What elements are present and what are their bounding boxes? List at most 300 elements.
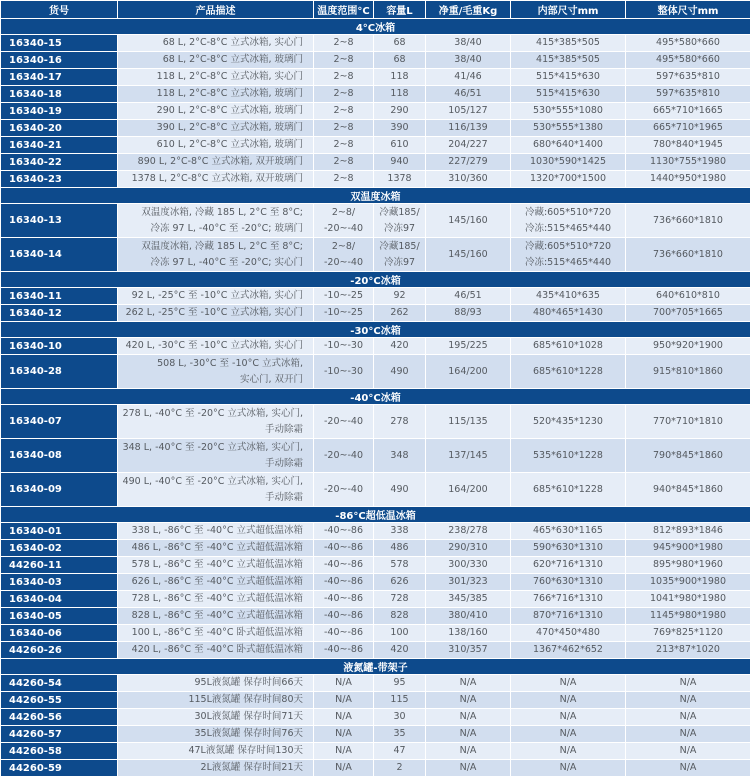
product-description-line: 728 L, -86°C 至 -40°C 立式超低温冰箱 bbox=[131, 593, 303, 604]
net-gross-weight-line: 115/135 bbox=[448, 415, 488, 427]
capacity-line: 冷冻97 bbox=[383, 222, 416, 234]
header-code: 货号 bbox=[1, 1, 118, 19]
product-description-line: 实心门, 双开门 bbox=[239, 373, 303, 385]
capacity-line: 262 bbox=[390, 307, 409, 318]
capacity bbox=[374, 675, 426, 692]
table-row bbox=[1, 238, 750, 272]
item-code: 44260-56 bbox=[1, 709, 118, 726]
capacity-line: 490 bbox=[390, 365, 409, 377]
temperature-range bbox=[314, 540, 374, 557]
temperature-range-line: -40~-86 bbox=[324, 559, 363, 570]
net-gross-weight-line: 46/51 bbox=[454, 88, 482, 99]
item-code: 44260-26 bbox=[1, 642, 118, 659]
temperature-range-line: 2~8 bbox=[333, 105, 354, 116]
net-gross-weight-line: 310/357 bbox=[448, 644, 488, 655]
outer-dimensions bbox=[626, 726, 750, 743]
outer-dimensions bbox=[626, 35, 750, 52]
inner-dimensions-line: 冷冻:515*465*440 bbox=[524, 222, 612, 234]
product-description-line: 双温度冰箱, 冷藏 185 L, 2°C 至 8°C; bbox=[141, 206, 303, 218]
temperature-range-line: 2~8 bbox=[333, 71, 354, 82]
product-description bbox=[118, 473, 314, 507]
capacity bbox=[374, 439, 426, 473]
product-description bbox=[118, 52, 314, 69]
net-gross-weight bbox=[426, 405, 511, 439]
section-title: 双温度冰箱 bbox=[1, 188, 750, 204]
item-code: 16340-09 bbox=[1, 473, 118, 507]
outer-dimensions bbox=[626, 238, 750, 272]
net-gross-weight bbox=[426, 675, 511, 692]
net-gross-weight bbox=[426, 338, 511, 355]
outer-dimensions bbox=[626, 405, 750, 439]
inner-dimensions bbox=[511, 439, 626, 473]
net-gross-weight bbox=[426, 238, 511, 272]
inner-dimensions-line: 冷冻:515*465*440 bbox=[524, 256, 612, 268]
outer-dimensions-line: 895*980*1960 bbox=[653, 559, 723, 570]
net-gross-weight-line: 227/279 bbox=[448, 156, 488, 167]
item-code: 16340-05 bbox=[1, 608, 118, 625]
inner-dimensions bbox=[511, 69, 626, 86]
inner-dimensions-line: 465*630*1165 bbox=[533, 525, 603, 536]
temperature-range-line: N/A bbox=[335, 745, 352, 756]
inner-dimensions-line: 680*640*1400 bbox=[533, 139, 603, 150]
inner-dimensions bbox=[511, 238, 626, 272]
item-code: 16340-17 bbox=[1, 69, 118, 86]
product-description-line: 冷冻 97 L, -40°C 至 -20°C; 实心门 bbox=[150, 256, 303, 268]
temperature-range bbox=[314, 574, 374, 591]
net-gross-weight bbox=[426, 355, 511, 389]
net-gross-weight bbox=[426, 473, 511, 507]
net-gross-weight bbox=[426, 154, 511, 171]
temperature-range bbox=[314, 171, 374, 188]
capacity bbox=[374, 557, 426, 574]
inner-dimensions-line: 冷藏:605*510*720 bbox=[524, 206, 612, 218]
product-description-line: 2L液氮罐 保存时间21天 bbox=[200, 762, 303, 773]
temperature-range bbox=[314, 625, 374, 642]
product-description-line: 双温度冰箱, 冷藏 185 L, 2°C 至 8°C; bbox=[141, 240, 303, 252]
temperature-range bbox=[314, 760, 374, 777]
inner-dimensions-line: 530*555*1380 bbox=[533, 122, 603, 133]
outer-dimensions-line: 769*825*1120 bbox=[653, 627, 723, 638]
net-gross-weight-line: 290/310 bbox=[448, 542, 488, 553]
capacity-line: 490 bbox=[390, 483, 409, 495]
item-code: 16340-20 bbox=[1, 120, 118, 137]
product-description-line: 47L液氮罐 保存时间130天 bbox=[188, 745, 303, 756]
capacity-line: 68 bbox=[393, 37, 406, 48]
inner-dimensions bbox=[511, 523, 626, 540]
capacity bbox=[374, 52, 426, 69]
capacity-line: 1378 bbox=[387, 173, 412, 184]
inner-dimensions bbox=[511, 355, 626, 389]
net-gross-weight-line: 195/225 bbox=[448, 340, 488, 351]
product-description-line: 68 L, 2°C-8°C 立式冰箱, 玻璃门 bbox=[162, 54, 303, 65]
temperature-range-line: -20~-40 bbox=[324, 222, 363, 234]
inner-dimensions bbox=[511, 760, 626, 777]
section-title: 4°C冰箱 bbox=[1, 19, 750, 35]
outer-dimensions bbox=[626, 355, 750, 389]
temperature-range-line: -20~-40 bbox=[324, 256, 363, 268]
product-description bbox=[118, 591, 314, 608]
outer-dimensions-line: 1130*755*1980 bbox=[650, 156, 726, 167]
table-row bbox=[1, 120, 750, 137]
section-header-row bbox=[1, 507, 750, 523]
inner-dimensions-line: N/A bbox=[559, 694, 577, 705]
capacity bbox=[374, 338, 426, 355]
net-gross-weight bbox=[426, 692, 511, 709]
table-row bbox=[1, 103, 750, 120]
temperature-range bbox=[314, 288, 374, 305]
item-code: 16340-08 bbox=[1, 439, 118, 473]
outer-dimensions bbox=[626, 137, 750, 154]
temperature-range-line: -20~-40 bbox=[324, 415, 363, 427]
product-description-line: 30L液氮罐 保存时间71天 bbox=[194, 711, 303, 722]
inner-dimensions-line: N/A bbox=[559, 677, 577, 688]
net-gross-weight-line: 116/139 bbox=[448, 122, 488, 133]
temperature-range-line: -40~-86 bbox=[324, 576, 363, 587]
outer-dimensions-line: 950*920*1900 bbox=[653, 340, 723, 351]
product-description bbox=[118, 608, 314, 625]
capacity bbox=[374, 171, 426, 188]
table-row bbox=[1, 523, 750, 540]
net-gross-weight-line: 238/278 bbox=[448, 525, 488, 536]
table-row bbox=[1, 171, 750, 188]
item-code: 16340-18 bbox=[1, 86, 118, 103]
outer-dimensions bbox=[626, 120, 750, 137]
capacity-line: 610 bbox=[390, 139, 409, 150]
product-description-line: 348 L, -40°C 至 -20°C 立式冰箱, 实心门, bbox=[122, 441, 303, 453]
product-description-line: 828 L, -86°C 至 -40°C 立式超低温冰箱 bbox=[131, 610, 303, 621]
temperature-range bbox=[314, 709, 374, 726]
temperature-range-line: -10~-30 bbox=[324, 365, 363, 377]
item-code: 16340-15 bbox=[1, 35, 118, 52]
outer-dimensions bbox=[626, 709, 750, 726]
outer-dimensions-line: 736*660*1810 bbox=[653, 248, 723, 260]
capacity-line: 578 bbox=[390, 559, 409, 570]
temperature-range bbox=[314, 642, 374, 659]
section-title: -30°C冰箱 bbox=[1, 322, 750, 338]
temperature-range-line: 2~8 bbox=[333, 54, 354, 65]
product-description bbox=[118, 574, 314, 591]
capacity-line: 冷藏185/ bbox=[379, 240, 420, 252]
temperature-range bbox=[314, 355, 374, 389]
inner-dimensions bbox=[511, 305, 626, 322]
product-description bbox=[118, 405, 314, 439]
capacity-line: 115 bbox=[390, 694, 409, 705]
inner-dimensions bbox=[511, 743, 626, 760]
outer-dimensions-line: 495*580*660 bbox=[656, 37, 720, 48]
temperature-range bbox=[314, 743, 374, 760]
capacity bbox=[374, 709, 426, 726]
inner-dimensions bbox=[511, 137, 626, 154]
net-gross-weight bbox=[426, 642, 511, 659]
net-gross-weight bbox=[426, 69, 511, 86]
product-description bbox=[118, 288, 314, 305]
net-gross-weight bbox=[426, 137, 511, 154]
outer-dimensions bbox=[626, 288, 750, 305]
net-gross-weight-line: 105/127 bbox=[448, 105, 488, 116]
temperature-range bbox=[314, 238, 374, 272]
inner-dimensions-line: 415*385*505 bbox=[536, 37, 600, 48]
temperature-range bbox=[314, 86, 374, 103]
outer-dimensions-line: 940*845*1860 bbox=[653, 483, 723, 495]
inner-dimensions-line: 535*610*1228 bbox=[533, 449, 603, 461]
inner-dimensions-line: 685*610*1228 bbox=[533, 365, 603, 377]
outer-dimensions-line: 780*840*1945 bbox=[653, 139, 723, 150]
temperature-range-line: 2~8 bbox=[333, 88, 354, 99]
net-gross-weight-line: 380/410 bbox=[448, 610, 488, 621]
outer-dimensions-line: 945*900*1980 bbox=[653, 542, 723, 553]
inner-dimensions bbox=[511, 338, 626, 355]
outer-dimensions bbox=[626, 523, 750, 540]
net-gross-weight-line: N/A bbox=[459, 728, 477, 739]
product-description-line: 338 L, -86°C 至 -40°C 立式超低温冰箱 bbox=[131, 525, 303, 536]
net-gross-weight-line: N/A bbox=[459, 762, 477, 773]
inner-dimensions bbox=[511, 86, 626, 103]
outer-dimensions-line: 915*810*1860 bbox=[653, 365, 723, 377]
net-gross-weight-line: 41/46 bbox=[454, 71, 482, 82]
outer-dimensions-line: 1145*980*1980 bbox=[650, 610, 726, 621]
net-gross-weight bbox=[426, 35, 511, 52]
product-description bbox=[118, 103, 314, 120]
capacity bbox=[374, 540, 426, 557]
product-description-line: 手动除霜 bbox=[264, 491, 303, 503]
product-description-line: 35L液氮罐 保存时间76天 bbox=[194, 728, 303, 739]
net-gross-weight-line: 345/385 bbox=[448, 593, 488, 604]
temperature-range-line: -40~-86 bbox=[324, 525, 363, 536]
inner-dimensions bbox=[511, 591, 626, 608]
capacity bbox=[374, 35, 426, 52]
product-description-line: 手动除霜 bbox=[264, 423, 303, 435]
outer-dimensions bbox=[626, 574, 750, 591]
outer-dimensions-line: N/A bbox=[679, 694, 697, 705]
item-code: 16340-16 bbox=[1, 52, 118, 69]
product-description bbox=[118, 540, 314, 557]
section-header-row bbox=[1, 19, 750, 35]
section-header-row bbox=[1, 322, 750, 338]
net-gross-weight bbox=[426, 591, 511, 608]
capacity bbox=[374, 154, 426, 171]
table-row bbox=[1, 405, 750, 439]
net-gross-weight-line: N/A bbox=[459, 694, 477, 705]
product-description-line: 1378 L, 2°C-8°C 立式冰箱, 双开玻璃门 bbox=[131, 173, 303, 184]
table-body bbox=[1, 19, 750, 777]
temperature-range-line: N/A bbox=[335, 728, 352, 739]
table-row bbox=[1, 137, 750, 154]
inner-dimensions-line: 480*465*1430 bbox=[533, 307, 603, 318]
temperature-range-line: 2~8 bbox=[333, 156, 354, 167]
capacity-line: 冷冻97 bbox=[383, 256, 416, 268]
inner-dimensions bbox=[511, 540, 626, 557]
net-gross-weight bbox=[426, 439, 511, 473]
capacity-line: 30 bbox=[393, 711, 406, 722]
inner-dimensions-line: 冷藏:605*510*720 bbox=[524, 240, 612, 252]
inner-dimensions bbox=[511, 288, 626, 305]
outer-dimensions-line: 812*893*1846 bbox=[653, 525, 723, 536]
temperature-range bbox=[314, 608, 374, 625]
capacity bbox=[374, 608, 426, 625]
product-description bbox=[118, 338, 314, 355]
product-description bbox=[118, 86, 314, 103]
net-gross-weight-line: 164/200 bbox=[448, 483, 488, 495]
capacity bbox=[374, 355, 426, 389]
capacity-line: 940 bbox=[390, 156, 409, 167]
temperature-range-line: -40~-86 bbox=[324, 610, 363, 621]
net-gross-weight-line: 38/40 bbox=[454, 54, 482, 65]
temperature-range bbox=[314, 35, 374, 52]
outer-dimensions-line: N/A bbox=[679, 762, 697, 773]
outer-dimensions-line: 495*580*660 bbox=[656, 54, 720, 65]
product-description-line: 486 L, -86°C 至 -40°C 立式超低温冰箱 bbox=[131, 542, 303, 553]
table-row bbox=[1, 288, 750, 305]
temperature-range bbox=[314, 692, 374, 709]
temperature-range-line: 2~8/ bbox=[331, 206, 356, 218]
net-gross-weight bbox=[426, 288, 511, 305]
table-row bbox=[1, 338, 750, 355]
product-description-line: 610 L, 2°C-8°C 立式冰箱, 玻璃门 bbox=[156, 139, 303, 150]
outer-dimensions-line: N/A bbox=[679, 745, 697, 756]
inner-dimensions bbox=[511, 675, 626, 692]
table-row bbox=[1, 692, 750, 709]
table-row bbox=[1, 574, 750, 591]
inner-dimensions bbox=[511, 405, 626, 439]
capacity-line: 35 bbox=[393, 728, 406, 739]
temperature-range bbox=[314, 523, 374, 540]
item-code: 16340-04 bbox=[1, 591, 118, 608]
product-description-line: 冷冻 97 L, -40°C 至 -20°C; 玻璃门 bbox=[150, 222, 303, 234]
product-description bbox=[118, 171, 314, 188]
outer-dimensions bbox=[626, 204, 750, 238]
product-description bbox=[118, 743, 314, 760]
capacity bbox=[374, 103, 426, 120]
item-code: 44260-59 bbox=[1, 760, 118, 777]
inner-dimensions-line: 590*630*1310 bbox=[533, 542, 603, 553]
inner-dimensions-line: 520*435*1230 bbox=[533, 415, 603, 427]
product-description bbox=[118, 675, 314, 692]
net-gross-weight bbox=[426, 557, 511, 574]
temperature-range-line: -20~-40 bbox=[324, 449, 363, 461]
table-row bbox=[1, 35, 750, 52]
temperature-range-line: -20~-40 bbox=[324, 483, 363, 495]
inner-dimensions-line: 870*716*1310 bbox=[533, 610, 603, 621]
net-gross-weight bbox=[426, 52, 511, 69]
inner-dimensions bbox=[511, 103, 626, 120]
header-weight: 净重/毛重Kg bbox=[426, 1, 511, 19]
inner-dimensions bbox=[511, 557, 626, 574]
net-gross-weight bbox=[426, 103, 511, 120]
table-row bbox=[1, 709, 750, 726]
table-row bbox=[1, 204, 750, 238]
inner-dimensions-line: N/A bbox=[559, 711, 577, 722]
temperature-range-line: N/A bbox=[335, 762, 352, 773]
inner-dimensions bbox=[511, 473, 626, 507]
inner-dimensions bbox=[511, 625, 626, 642]
temperature-range bbox=[314, 405, 374, 439]
outer-dimensions bbox=[626, 743, 750, 760]
temperature-range-line: 2~8 bbox=[333, 139, 354, 150]
outer-dimensions-line: N/A bbox=[679, 711, 697, 722]
capacity bbox=[374, 305, 426, 322]
table-row bbox=[1, 625, 750, 642]
table-row bbox=[1, 608, 750, 625]
temperature-range-line: N/A bbox=[335, 694, 352, 705]
capacity bbox=[374, 743, 426, 760]
temperature-range-line: -40~-86 bbox=[324, 542, 363, 553]
temperature-range bbox=[314, 204, 374, 238]
net-gross-weight-line: 145/160 bbox=[448, 214, 488, 226]
temperature-range-line: 2~8/ bbox=[331, 240, 356, 252]
outer-dimensions bbox=[626, 69, 750, 86]
capacity-line: 2 bbox=[396, 762, 403, 773]
outer-dimensions-line: 1440*950*1980 bbox=[650, 173, 726, 184]
capacity-line: 118 bbox=[390, 88, 409, 99]
temperature-range-line: -40~-86 bbox=[324, 593, 363, 604]
inner-dimensions-line: 1367*462*652 bbox=[533, 644, 603, 655]
temperature-range-line: N/A bbox=[335, 677, 352, 688]
item-code: 16340-19 bbox=[1, 103, 118, 120]
capacity bbox=[374, 642, 426, 659]
product-description-line: 490 L, -40°C 至 -20°C 立式冰箱, 实心门, bbox=[122, 475, 303, 487]
net-gross-weight-line: 88/93 bbox=[454, 307, 482, 318]
table-row bbox=[1, 355, 750, 389]
outer-dimensions bbox=[626, 154, 750, 171]
outer-dimensions bbox=[626, 439, 750, 473]
header-temperature: 温度范围°C bbox=[314, 1, 374, 19]
product-description bbox=[118, 760, 314, 777]
inner-dimensions-line: 685*610*1228 bbox=[533, 483, 603, 495]
header-description: 产品描述 bbox=[118, 1, 314, 19]
inner-dimensions bbox=[511, 608, 626, 625]
header-row bbox=[1, 1, 750, 19]
product-description bbox=[118, 557, 314, 574]
temperature-range-line: 2~8 bbox=[333, 37, 354, 48]
table-row bbox=[1, 52, 750, 69]
product-description bbox=[118, 69, 314, 86]
product-description bbox=[118, 355, 314, 389]
capacity-line: 92 bbox=[393, 290, 406, 301]
capacity-line: 626 bbox=[390, 576, 409, 587]
product-description-line: 68 L, 2°C-8°C 立式冰箱, 实心门 bbox=[162, 37, 303, 48]
capacity bbox=[374, 405, 426, 439]
outer-dimensions bbox=[626, 473, 750, 507]
capacity-line: 420 bbox=[390, 644, 409, 655]
outer-dimensions bbox=[626, 103, 750, 120]
product-description-line: 118 L, 2°C-8°C 立式冰箱, 玻璃门 bbox=[156, 88, 303, 99]
capacity-line: 47 bbox=[393, 745, 406, 756]
item-code: 16340-10 bbox=[1, 338, 118, 355]
inner-dimensions-line: N/A bbox=[559, 745, 577, 756]
net-gross-weight-line: N/A bbox=[459, 677, 477, 688]
inner-dimensions-line: 620*716*1310 bbox=[533, 559, 603, 570]
inner-dimensions bbox=[511, 574, 626, 591]
product-description bbox=[118, 439, 314, 473]
item-code: 44260-55 bbox=[1, 692, 118, 709]
capacity bbox=[374, 473, 426, 507]
temperature-range bbox=[314, 338, 374, 355]
item-code: 16340-12 bbox=[1, 305, 118, 322]
capacity-line: 100 bbox=[390, 627, 409, 638]
net-gross-weight bbox=[426, 305, 511, 322]
capacity bbox=[374, 69, 426, 86]
table-row bbox=[1, 86, 750, 103]
item-code: 44260-57 bbox=[1, 726, 118, 743]
temperature-range bbox=[314, 726, 374, 743]
net-gross-weight-line: 310/360 bbox=[448, 173, 488, 184]
inner-dimensions bbox=[511, 154, 626, 171]
item-code: 16340-03 bbox=[1, 574, 118, 591]
inner-dimensions-line: N/A bbox=[559, 728, 577, 739]
item-code: 16340-02 bbox=[1, 540, 118, 557]
inner-dimensions-line: 515*415*630 bbox=[536, 88, 600, 99]
capacity-line: 118 bbox=[390, 71, 409, 82]
